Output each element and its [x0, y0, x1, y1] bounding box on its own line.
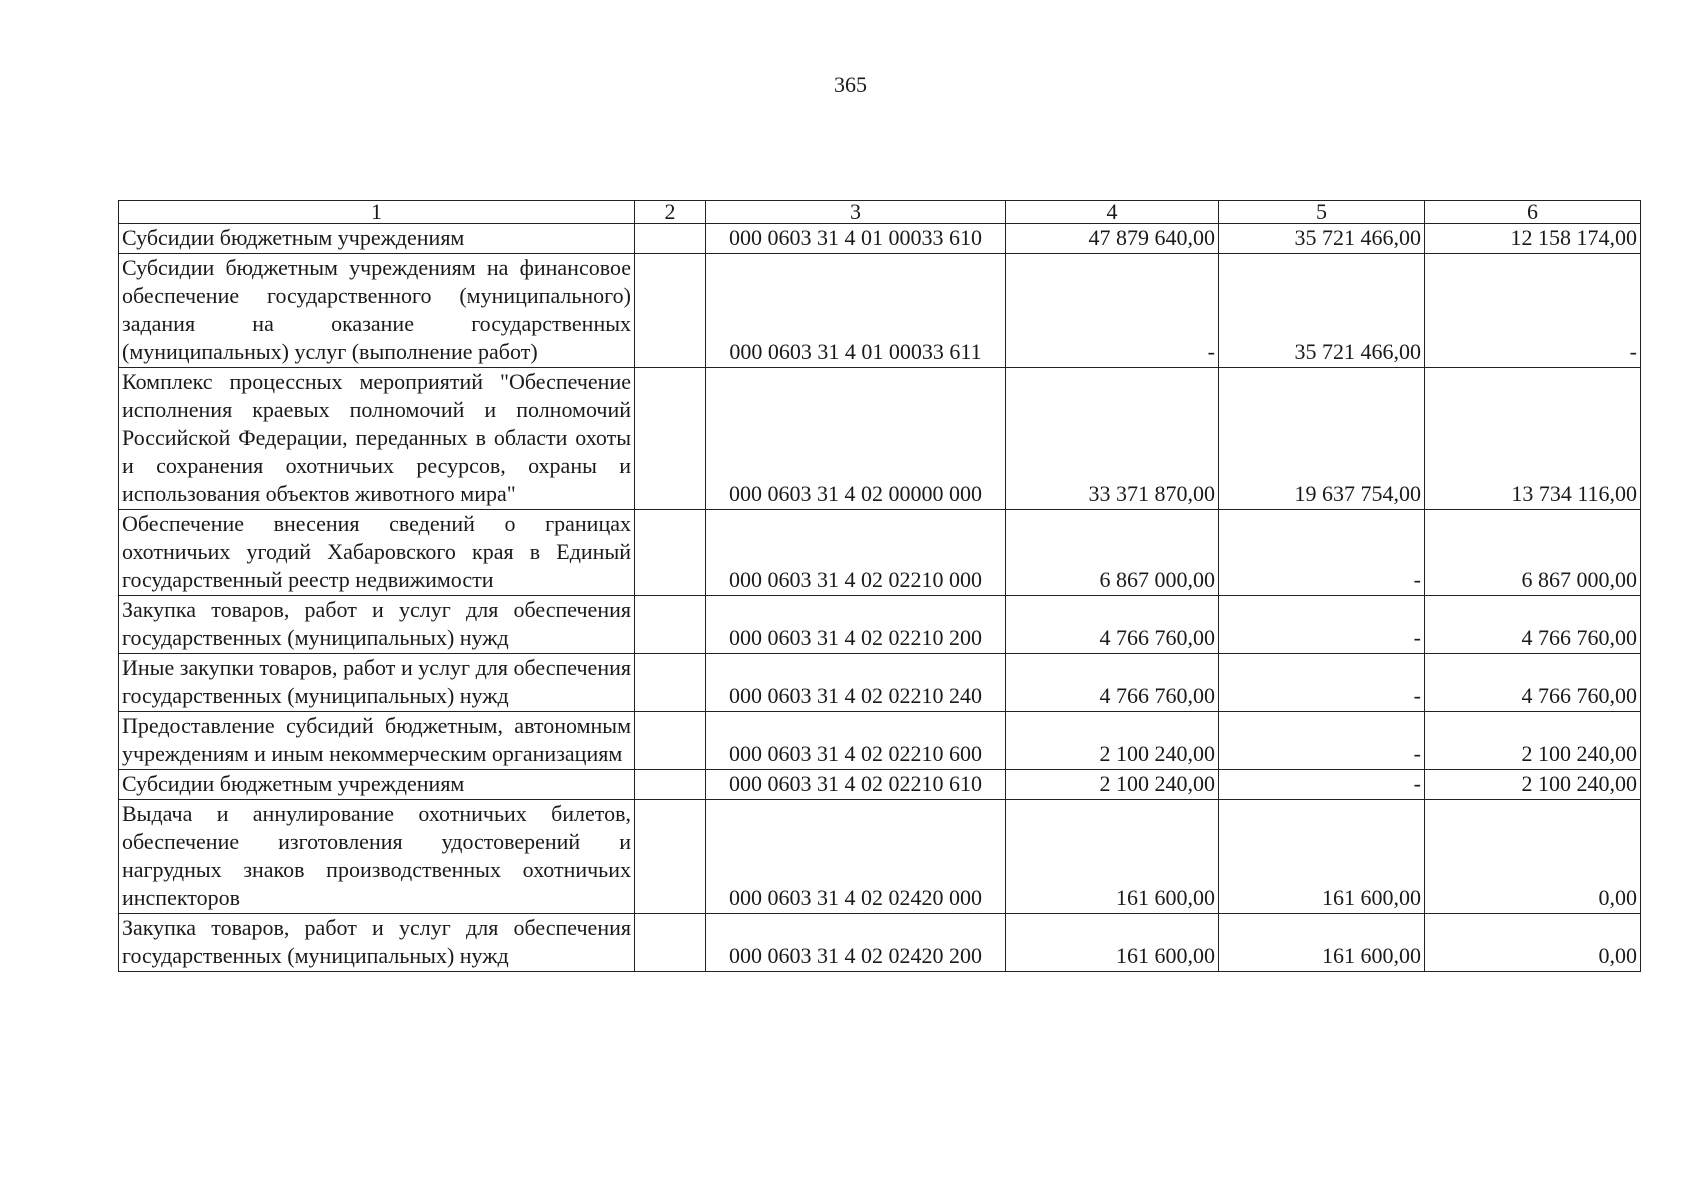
row-name: Закупка товаров, работ и услуг для обеспечения государственных (муниципальных) нужд: [119, 914, 635, 972]
row-name: Предоставление субсидий бюджетным, автономным учреждениям и иным некоммерческим организациям: [119, 712, 635, 770]
row-value-5: 35 721 466,00: [1219, 224, 1425, 254]
row-value-4: -: [1006, 254, 1219, 368]
row-value-4: 161 600,00: [1006, 800, 1219, 914]
column-header-2: 2: [635, 201, 706, 224]
row-col2: [635, 510, 706, 596]
row-value-6: 12 158 174,00: [1425, 224, 1641, 254]
row-code: 000 0603 31 4 02 02420 200: [706, 914, 1006, 972]
row-code: 000 0603 31 4 02 02420 000: [706, 800, 1006, 914]
row-code: 000 0603 31 4 02 02210 610: [706, 770, 1006, 800]
row-value-5: -: [1219, 654, 1425, 712]
column-header-5: 5: [1219, 201, 1425, 224]
row-value-6: -: [1425, 254, 1641, 368]
page-number: 365: [834, 72, 867, 97]
row-col2: [635, 224, 706, 254]
row-value-4: 33 371 870,00: [1006, 368, 1219, 510]
row-code: 000 0603 31 4 02 02210 000: [706, 510, 1006, 596]
table-row: [119, 770, 1641, 800]
row-value-5: 161 600,00: [1219, 914, 1425, 972]
row-name: Комплекс процессных мероприятий "Обеспечение исполнения краевых полномочий и полномочий Российской Федерации, переданных в области охоты и сохранения охотничьих ресурсов, охраны и использования объектов животного мира": [119, 368, 635, 510]
row-value-6: 2 100 240,00: [1425, 770, 1641, 800]
row-code: 000 0603 31 4 01 00033 611: [706, 254, 1006, 368]
column-header-1: 1: [119, 201, 635, 224]
budget-table: [118, 200, 1641, 972]
row-col2: [635, 254, 706, 368]
row-value-5: -: [1219, 712, 1425, 770]
row-code: 000 0603 31 4 02 02210 200: [706, 596, 1006, 654]
row-value-5: 161 600,00: [1219, 800, 1425, 914]
row-value-6: 4 766 760,00: [1425, 596, 1641, 654]
row-value-5: -: [1219, 596, 1425, 654]
row-code: 000 0603 31 4 02 02210 600: [706, 712, 1006, 770]
row-value-4: 161 600,00: [1006, 914, 1219, 972]
table-row: [119, 654, 1641, 712]
row-value-6: 4 766 760,00: [1425, 654, 1641, 712]
row-name: Иные закупки товаров, работ и услуг для обеспечения государственных (муниципальных) нужд: [119, 654, 635, 712]
row-col2: [635, 596, 706, 654]
table-row: [119, 914, 1641, 972]
table-row: [119, 224, 1641, 254]
row-value-6: 0,00: [1425, 800, 1641, 914]
row-value-6: 0,00: [1425, 914, 1641, 972]
column-header-6: 6: [1425, 201, 1641, 224]
row-col2: [635, 800, 706, 914]
row-value-4: 47 879 640,00: [1006, 224, 1219, 254]
row-value-5: -: [1219, 510, 1425, 596]
row-value-6: 13 734 116,00: [1425, 368, 1641, 510]
row-code: 000 0603 31 4 02 00000 000: [706, 368, 1006, 510]
row-col2: [635, 654, 706, 712]
row-value-5: -: [1219, 770, 1425, 800]
row-col2: [635, 368, 706, 510]
row-code: 000 0603 31 4 02 02210 240: [706, 654, 1006, 712]
table-row: [119, 254, 1641, 368]
row-value-4: 4 766 760,00: [1006, 596, 1219, 654]
row-code: 000 0603 31 4 01 00033 610: [706, 224, 1006, 254]
row-value-5: 35 721 466,00: [1219, 254, 1425, 368]
row-name: Субсидии бюджетным учреждениям на финансовое обеспечение государственного (муниципального) задания на оказание государственных (муниципальных) услуг (выполнение работ): [119, 254, 635, 368]
row-value-4: 4 766 760,00: [1006, 654, 1219, 712]
row-name: Субсидии бюджетным учреждениям: [119, 224, 635, 254]
column-header-4: 4: [1006, 201, 1219, 224]
table-row: [119, 368, 1641, 510]
row-col2: [635, 712, 706, 770]
row-value-4: 6 867 000,00: [1006, 510, 1219, 596]
row-name: Обеспечение внесения сведений о границах охотничьих угодий Хабаровского края в Единый государственный реестр недвижимости: [119, 510, 635, 596]
row-value-4: 2 100 240,00: [1006, 770, 1219, 800]
row-col2: [635, 914, 706, 972]
table-row: [119, 596, 1641, 654]
row-col2: [635, 770, 706, 800]
header-row: [119, 201, 1641, 224]
row-value-4: 2 100 240,00: [1006, 712, 1219, 770]
row-name: Закупка товаров, работ и услуг для обеспечения государственных (муниципальных) нужд: [119, 596, 635, 654]
row-name: Субсидии бюджетным учреждениям: [119, 770, 635, 800]
row-value-5: 19 637 754,00: [1219, 368, 1425, 510]
column-header-3: 3: [706, 201, 1006, 224]
table-row: [119, 712, 1641, 770]
row-value-6: 2 100 240,00: [1425, 712, 1641, 770]
table-row: [119, 800, 1641, 914]
row-value-6: 6 867 000,00: [1425, 510, 1641, 596]
table-row: [119, 510, 1641, 596]
row-name: Выдача и аннулирование охотничьих билетов, обеспечение изготовления удостоверений и нагрудных знаков производственных охотничьих инспекторов: [119, 800, 635, 914]
